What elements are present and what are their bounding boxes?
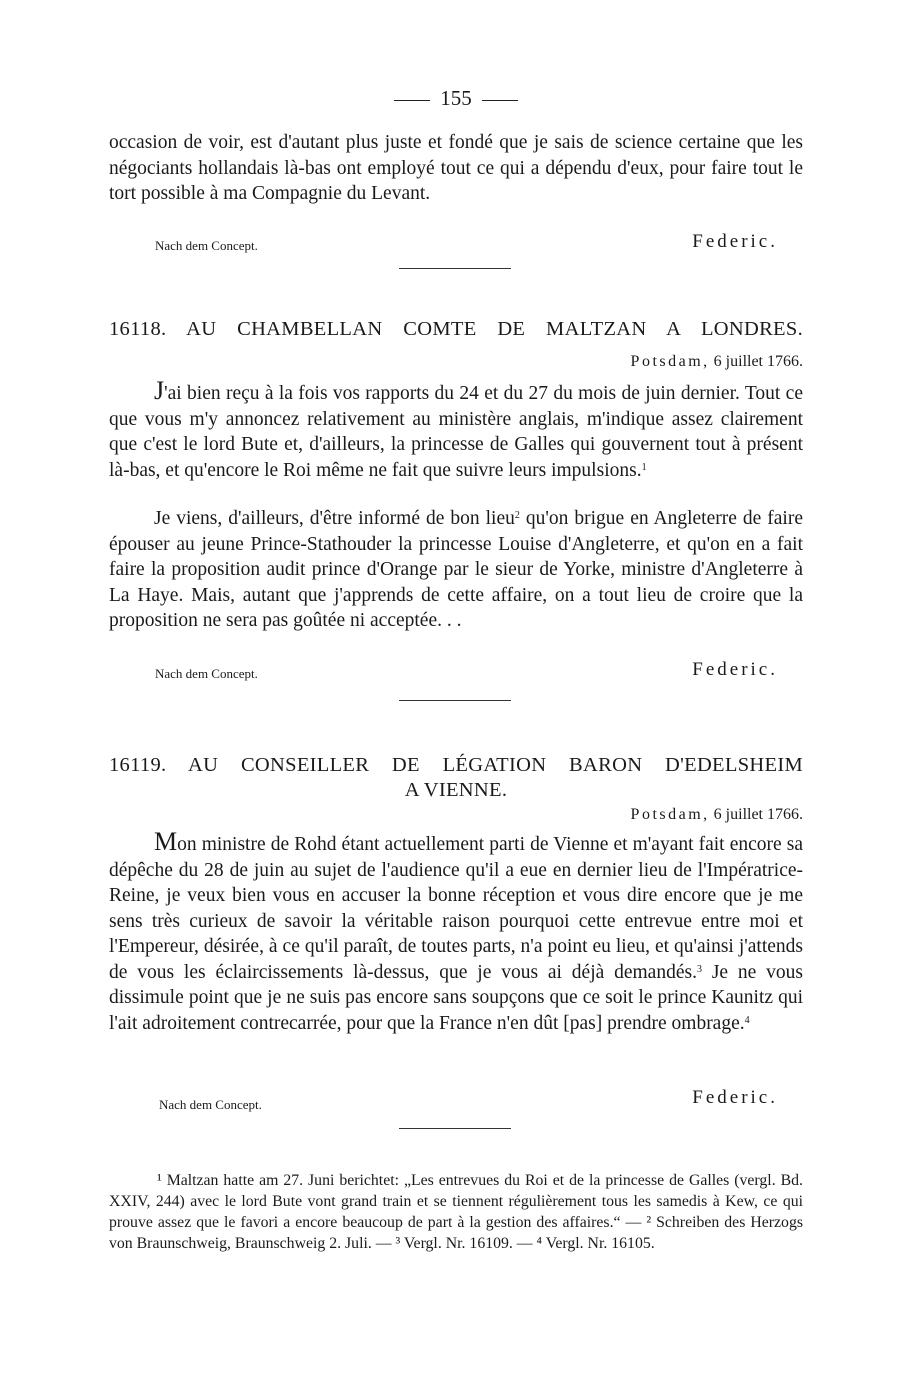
- letter-heading-line2: A VIENNE.: [404, 779, 508, 801]
- footnote-ref: 4: [744, 1014, 750, 1026]
- carryover-paragraph: occasion de voir, est d'autant plus juste et fondé que je sais de science certaine que les négociants hollandais là-bas ont employé tout ce qui a dépendu d'eux, pour faire tout le tort possible à ma Compagnie du Levant.: [109, 132, 803, 204]
- letter-paragraph: [109, 506, 803, 634]
- letter-dateline: [109, 806, 828, 824]
- dateline-place: Potsdam,: [630, 806, 710, 823]
- footnote-ref: 1: [641, 461, 647, 473]
- paragraph-text: Je ne vous dissimule point que je ne suis pas encore sans soupçons que ce soit le prince Kaunitz qui l'ait adroitement contrecarrée, pour que la France n'en dût [pas] prendre ombrage.: [109, 961, 804, 1034]
- footnote-ref: 3: [696, 963, 702, 975]
- paragraph-text: on ministre de Rohd étant actuellement parti de Vienne et m'ayant fait encore sa dépêche du 28 de juin au sujet de l'audience qu'il a eue en dernier lieu de l'Impératrice-Reine, je veux bien vous en accuser la bonne réception et vous dire encore que je me sens très curieux de savoir la véritable raison pourquoi cette entrevue entre moi et l'Empereur, désirée, à ce qu'il paraît, de toutes parts, n'a point eu lieu, et qu'ainsi j'attends de vous les éclaircissements là-dessus, que je vous ai déjà demandés.: [109, 834, 803, 983]
- dateline-date: 6 juillet 1766.: [713, 353, 803, 370]
- initial-letter: J: [154, 376, 165, 405]
- letter-paragraph: [109, 378, 803, 483]
- section-rule: [399, 268, 511, 269]
- letter-source: Nach dem Concept.: [159, 1097, 262, 1112]
- letter-heading: 16119. AU CONSEILLER DE LÉGATION BARON D'EDELSHEIM: [109, 754, 803, 776]
- letter-heading: 16118. AU CHAMBELLAN COMTE DE MALTZAN A LONDRES.: [109, 318, 803, 340]
- paragraph-text: Je viens, d'ailleurs, d'être informé de bon lieu: [154, 508, 515, 529]
- letter-source: Nach dem Concept.: [155, 666, 258, 681]
- page-number-text: 155: [440, 86, 472, 110]
- carryover-source: Nach dem Concept.: [155, 238, 258, 253]
- paragraph-text: 'ai bien reçu à la fois vos rapports du 24 et du 27 du mois de juin dernier. Tout ce que vous m'y annoncez relativement au ministère anglais, m'indique assez clairement que c'est le lord Bute et, d'ailleurs, la princesse de Galles qui gouvernent tout à présent là-bas, et qu'encore le Roi même ne fait que suivre leurs impulsions.: [109, 383, 803, 481]
- footnote-ref: 2: [514, 510, 520, 521]
- letter-dateline: [109, 353, 828, 371]
- dateline-date: 6 juillet 1766.: [713, 806, 803, 823]
- footnotes: ¹ Maltzan hatte am 27. Juni berichtet: „Les entrevues du Roi et de la princesse de Galles (vergl. Bd. XXIV, 244) avec le lord Bute vont grand train et se tiennent régulièrement tous les samedis à Kew, ce qui prouve assez que le favori a encore beaucoup de part à la gestion des affaires.“ — ² Schreiben des Herzogs von Braunschweig, Braunschweig 2. Juli. — ³ Vergl. Nr. 16109. — ⁴ Vergl. Nr. 16105.: [109, 1172, 803, 1252]
- carryover-signature: Federic.: [692, 231, 778, 252]
- page-number: [109, 86, 803, 111]
- letter-signature: Federic.: [692, 659, 778, 680]
- section-rule: [399, 700, 511, 701]
- dateline-place: Potsdam,: [630, 353, 710, 370]
- letter-paragraph: [109, 829, 803, 1036]
- rule-right: [482, 100, 518, 101]
- letter-signature: Federic.: [692, 1087, 778, 1108]
- section-rule: [399, 1128, 511, 1129]
- rule-left: [394, 100, 430, 101]
- paragraph-text: qu'on brigue en Angleterre de faire épouser au jeune Prince-Stathouder la princesse Louise d'Angleterre, et qu'on en a fait faire la proposition audit prince d'Orange par le sieur de Yorke, ministre d'Angleterre à La Haye. Mais, autant que j'apprends de cette affaire, on a tout lieu de croire que la proposition ne sera pas goûtée ni acceptée. . .: [109, 508, 803, 631]
- initial-letter: M: [154, 827, 178, 856]
